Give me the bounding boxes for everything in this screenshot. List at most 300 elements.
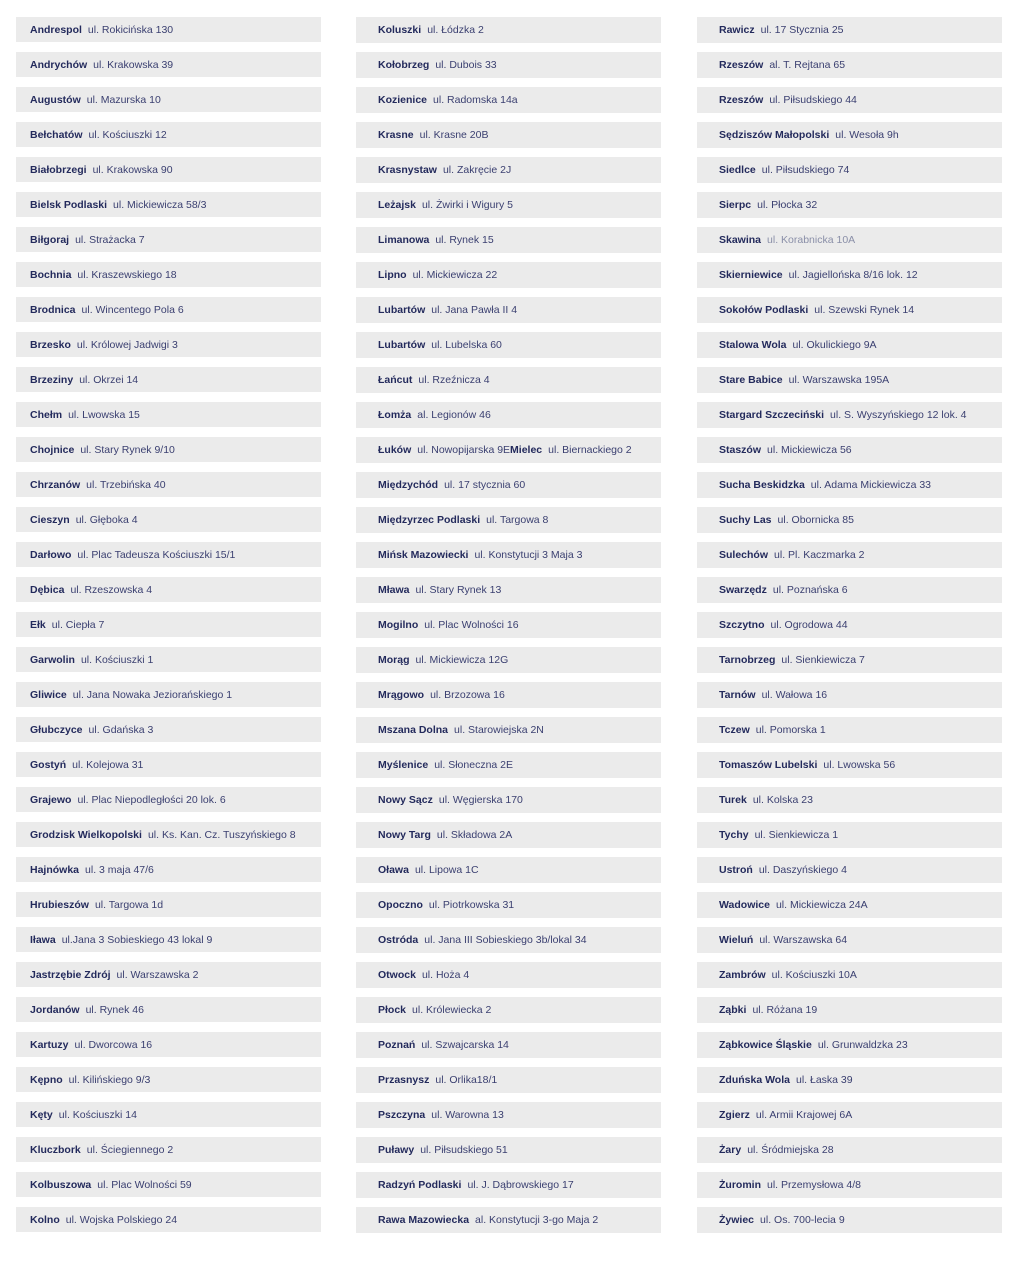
location-city: Ustroń: [719, 864, 753, 876]
location-row[interactable]: [697, 962, 1002, 988]
location-row[interactable]: [16, 122, 321, 147]
location-row[interactable]: [697, 892, 1002, 918]
location-address: ul. Adama Mickiewicza 33: [810, 479, 932, 491]
location-address: ul. Mazurska 10: [86, 93, 161, 106]
location-address: ul. Szwajcarska 14: [421, 1039, 509, 1051]
location-city: Sulechów: [719, 549, 769, 561]
location-city: Oława: [378, 864, 409, 876]
location-address: ul. Głęboka 4: [75, 513, 138, 526]
location-row[interactable]: [356, 402, 661, 428]
location-city: Sierpc: [719, 199, 752, 211]
location-address: ul. 17 stycznia 60: [444, 479, 526, 491]
location-row[interactable]: [697, 297, 1002, 323]
location-row[interactable]: [356, 367, 661, 393]
location-row[interactable]: [356, 192, 661, 218]
location-city: Ząbki: [719, 1004, 747, 1016]
location-city: Augustów: [30, 93, 81, 106]
location-address: ul.Jana 3 Sobieskiego 43 lokal 9: [61, 933, 213, 946]
location-address: ul. Lubelska 60: [431, 339, 502, 351]
location-row[interactable]: [356, 997, 661, 1023]
location-city: Lubartów: [378, 304, 426, 316]
location-address: ul. Lipowa 1C: [414, 864, 479, 876]
location-row[interactable]: [16, 192, 321, 217]
location-city: Andrespol: [30, 23, 82, 36]
location-address: ul. Plac Tadeusza Kościuszki 15/1: [77, 548, 236, 561]
location-row[interactable]: [697, 682, 1002, 708]
location-row[interactable]: [16, 577, 321, 602]
location-city: Rzeszów: [719, 94, 764, 106]
location-address: ul. Zakręcie 2J: [442, 164, 512, 176]
location-row[interactable]: [16, 1067, 321, 1092]
location-city: Żywiec: [719, 1214, 755, 1226]
location-address: ul. Sienkiewicza 1: [754, 829, 839, 841]
location-address: ul. Piłsudskiego 51: [420, 1144, 508, 1156]
location-address: ul. Kolska 23: [752, 794, 813, 806]
location-row[interactable]: [697, 1032, 1002, 1058]
location-address: ul. Krasne 20B: [419, 129, 489, 141]
location-address: ul. Okulickiego 9A: [792, 339, 877, 351]
location-address: ul. Konstytucji 3 Maja 3: [474, 549, 583, 561]
location-row[interactable]: [16, 157, 321, 182]
location-city: Grodzisk Wielkopolski: [30, 828, 142, 841]
location-address: ul. S. Wyszyńskiego 12 lok. 4: [830, 409, 967, 421]
location-address: ul. Mickiewicza 58/3: [113, 198, 207, 211]
location-address: ul. Okrzei 14: [79, 373, 139, 386]
location-city: Wieluń: [719, 934, 754, 946]
location-address: ul. Kościuszki 10A: [771, 969, 857, 981]
location-address: ul. Piłsudskiego 74: [761, 164, 850, 176]
location-row[interactable]: [356, 927, 661, 953]
location-city-secondary: Mielec: [510, 444, 543, 456]
location-city: Brzesko: [30, 338, 71, 351]
location-address: ul. Os. 700-lecia 9: [760, 1214, 845, 1226]
location-row[interactable]: [697, 752, 1002, 778]
location-address: ul. Grunwaldzka 23: [817, 1039, 908, 1051]
location-address: ul. Stary Rynek 13: [415, 584, 502, 596]
location-city: Bielsk Podlaski: [30, 198, 108, 211]
location-city: Krasne: [378, 129, 414, 141]
location-address: ul. Nowopijarska 9E: [417, 444, 511, 456]
location-row[interactable]: [697, 1067, 1002, 1093]
location-address: ul. Piłsudskiego 44: [769, 94, 857, 106]
location-row[interactable]: [356, 717, 661, 743]
location-city: Szczytno: [719, 619, 765, 631]
location-row[interactable]: [356, 577, 661, 603]
location-address: ul. Wesoła 9h: [835, 129, 899, 141]
location-city: Kartuzy: [30, 1038, 69, 1051]
location-address: ul. Targowa 1d: [94, 898, 164, 911]
location-address: ul. 17 Stycznia 25: [760, 24, 844, 36]
location-row[interactable]: [16, 717, 321, 742]
location-row[interactable]: [697, 1102, 1002, 1128]
location-row[interactable]: [697, 1137, 1002, 1163]
location-city: Sokołów Podlaski: [719, 304, 809, 316]
location-row[interactable]: [16, 962, 321, 987]
location-address: ul. Rynek 46: [85, 1003, 144, 1016]
location-city: Kęty: [30, 1108, 53, 1121]
location-city: Iława: [30, 933, 56, 946]
location-address: ul. Plac Wolności 16: [424, 619, 519, 631]
location-address: ul. Krakowska 90: [92, 163, 173, 176]
location-row[interactable]: [697, 472, 1002, 498]
locations-column-1: [16, 17, 321, 1242]
location-city: Ełk: [30, 618, 46, 631]
location-city: Staszów: [719, 444, 762, 456]
location-city: Nowy Sącz: [378, 794, 433, 806]
location-row[interactable]: [356, 1172, 661, 1198]
location-row[interactable]: [697, 927, 1002, 953]
location-address: ul. Mickiewicza 22: [412, 269, 498, 281]
location-city: Rawicz: [719, 24, 755, 36]
location-address: ul. Dworcowa 16: [74, 1038, 153, 1051]
location-row[interactable]: [16, 1172, 321, 1197]
location-row[interactable]: [697, 367, 1002, 393]
location-address: ul. Jana Nowaka Jeziorańskiego 1: [72, 688, 233, 701]
location-address: ul. Dubois 33: [435, 59, 497, 71]
location-row[interactable]: [16, 1102, 321, 1127]
location-address: ul. Armii Krajowej 6A: [755, 1109, 853, 1121]
location-row[interactable]: [16, 997, 321, 1022]
location-city: Zambrów: [719, 969, 766, 981]
location-row[interactable]: [16, 262, 321, 287]
location-row[interactable]: [16, 822, 321, 847]
location-row[interactable]: [697, 1172, 1002, 1198]
location-row[interactable]: [16, 612, 321, 637]
location-city: Biłgoraj: [30, 233, 70, 246]
location-row[interactable]: [356, 262, 661, 288]
location-address: ul. Lwowska 15: [68, 408, 140, 421]
location-city: Międzychód: [378, 479, 439, 491]
location-row[interactable]: [356, 1137, 661, 1163]
location-address: ul. 3 maja 47/6: [85, 863, 154, 876]
location-address: ul. Różana 19: [752, 1004, 818, 1016]
location-city: Nowy Targ: [378, 829, 431, 841]
location-row[interactable]: [356, 17, 661, 43]
location-row[interactable]: [697, 87, 1002, 113]
location-city: Żary: [719, 1144, 742, 1156]
location-address: ul. Jagiellońska 8/16 lok. 12: [788, 269, 918, 281]
location-row[interactable]: [356, 612, 661, 638]
location-address: ul. Królowej Jadwigi 3: [76, 338, 178, 351]
location-address: ul. Korabnicka 10A: [767, 234, 856, 246]
location-row[interactable]: [697, 612, 1002, 638]
location-city: Tarnów: [719, 689, 756, 701]
location-city: Lubartów: [378, 339, 426, 351]
location-address-secondary: ul. Biernackiego 2: [548, 444, 632, 456]
location-row[interactable]: [16, 507, 321, 532]
location-address: ul. Brzozowa 16: [430, 689, 505, 701]
location-row[interactable]: [16, 297, 321, 322]
location-row[interactable]: [16, 227, 321, 252]
location-city: Kolbuszowa: [30, 1178, 92, 1191]
location-city: Rawa Mazowiecka: [378, 1214, 470, 1226]
location-city: Tczew: [719, 724, 750, 736]
location-row[interactable]: [697, 542, 1002, 568]
location-address: ul. J. Dąbrowskiego 17: [467, 1179, 574, 1191]
location-city: Chojnice: [30, 443, 75, 456]
location-address: al. Legionów 46: [417, 409, 491, 421]
location-row[interactable]: [16, 857, 321, 882]
location-city: Bełchatów: [30, 128, 83, 141]
location-row[interactable]: [356, 857, 661, 883]
location-row[interactable]: [697, 822, 1002, 848]
location-row[interactable]: [697, 1207, 1002, 1233]
location-row[interactable]: [16, 752, 321, 777]
location-row[interactable]: [16, 927, 321, 952]
location-row[interactable]: [16, 647, 321, 672]
location-row[interactable]: [697, 647, 1002, 673]
location-city: Swarzędz: [719, 584, 767, 596]
location-address: ul. Orlika18/1: [435, 1074, 498, 1086]
location-row[interactable]: [356, 227, 661, 253]
location-city: Kołobrzeg: [378, 59, 430, 71]
location-city: Ostróda: [378, 934, 419, 946]
location-address: ul. Jana Pawła II 4: [431, 304, 518, 316]
location-address: ul. Kolejowa 31: [72, 758, 144, 771]
location-city: Przasnysz: [378, 1074, 430, 1086]
location-row[interactable]: [697, 437, 1002, 463]
location-address: ul. Mickiewicza 24A: [775, 899, 868, 911]
location-row[interactable]: [16, 402, 321, 427]
location-city: Skawina: [719, 234, 762, 246]
location-row[interactable]: [16, 472, 321, 497]
location-row[interactable]: [697, 507, 1002, 533]
location-city: Tomaszów Lubelski: [719, 759, 818, 771]
location-row[interactable]: [356, 1102, 661, 1128]
location-row[interactable]: [356, 892, 661, 918]
location-row[interactable]: [356, 297, 661, 323]
location-city: Zduńska Wola: [719, 1074, 790, 1086]
location-row[interactable]: [356, 682, 661, 708]
location-address: ul. Piotrkowska 31: [428, 899, 515, 911]
location-city: Międzyrzec Podlaski: [378, 514, 481, 526]
location-city: Krasnystaw: [378, 164, 437, 176]
location-address: ul. Ciepła 7: [51, 618, 105, 631]
location-address: ul. Lwowska 56: [823, 759, 896, 771]
location-city: Hrubieszów: [30, 898, 89, 911]
location-row[interactable]: [16, 1207, 321, 1232]
location-row[interactable]: [697, 332, 1002, 358]
location-row[interactable]: [356, 542, 661, 568]
location-city: Chrzanów: [30, 478, 81, 491]
location-city: Hajnówka: [30, 863, 80, 876]
location-address: ul. Strażacka 7: [75, 233, 145, 246]
location-row[interactable]: [356, 1067, 661, 1093]
location-city: Lipno: [378, 269, 407, 281]
location-address: ul. Warszawska 195A: [788, 374, 890, 386]
location-address: ul. Ogrodowa 44: [770, 619, 848, 631]
location-row[interactable]: [16, 52, 321, 77]
location-address: ul. Krakowska 39: [93, 58, 174, 71]
location-city: Gliwice: [30, 688, 67, 701]
location-city: Mszana Dolna: [378, 724, 449, 736]
location-address: ul. Stary Rynek 9/10: [80, 443, 175, 456]
location-address: ul. Kilińskiego 9/3: [68, 1073, 151, 1086]
location-city: Ząbkowice Śląskie: [719, 1039, 812, 1051]
location-address: ul. Wojska Polskiego 24: [65, 1213, 178, 1226]
location-city: Garwolin: [30, 653, 75, 666]
location-address: ul. Łaska 39: [795, 1074, 853, 1086]
location-row[interactable]: [16, 87, 321, 112]
location-city: Łuków: [378, 444, 412, 456]
location-row[interactable]: [356, 437, 661, 463]
location-row[interactable]: [697, 122, 1002, 148]
location-address: ul. Kościuszki 1: [80, 653, 154, 666]
location-city: Kozienice: [378, 94, 428, 106]
location-address: ul. Radomska 14a: [433, 94, 518, 106]
location-address: ul. Jana III Sobieskiego 3b/lokal 34: [424, 934, 587, 946]
location-row[interactable]: [16, 892, 321, 917]
location-row[interactable]: [16, 1137, 321, 1162]
location-row[interactable]: [697, 787, 1002, 813]
location-row[interactable]: [16, 542, 321, 567]
location-address: ul. Gdańska 3: [88, 723, 154, 736]
location-city: Kolno: [30, 1213, 60, 1226]
location-row[interactable]: [356, 122, 661, 148]
location-city: Łomża: [378, 409, 412, 421]
location-address: ul. Obornicka 85: [777, 514, 854, 526]
location-row[interactable]: [697, 402, 1002, 428]
location-city: Łańcut: [378, 374, 413, 386]
location-city: Brzeziny: [30, 373, 74, 386]
location-city: Gostyń: [30, 758, 67, 771]
location-row[interactable]: [697, 227, 1002, 253]
location-address: ul. Łódzka 2: [427, 24, 484, 36]
location-address: ul. Plac Niepodległości 20 lok. 6: [77, 793, 226, 806]
location-city: Rzeszów: [719, 59, 764, 71]
location-row[interactable]: [356, 962, 661, 988]
location-row[interactable]: [697, 577, 1002, 603]
locations-column-3: [697, 17, 1002, 1242]
location-address: ul. Warowna 13: [431, 1109, 504, 1121]
location-city: Mogilno: [378, 619, 419, 631]
location-city: Turek: [719, 794, 747, 806]
location-city: Brodnica: [30, 303, 76, 316]
location-row[interactable]: [16, 1032, 321, 1057]
location-row[interactable]: [697, 717, 1002, 743]
location-row[interactable]: [356, 1207, 661, 1233]
location-city: Dębica: [30, 583, 65, 596]
location-city: Darłowo: [30, 548, 72, 561]
location-address: ul. Kraszewskiego 18: [77, 268, 177, 281]
location-address: ul. Kościuszki 12: [88, 128, 167, 141]
location-city: Bochnia: [30, 268, 72, 281]
location-address: ul. Mickiewicza 56: [767, 444, 852, 456]
location-row[interactable]: [356, 1032, 661, 1058]
location-row[interactable]: [16, 787, 321, 812]
location-address: ul. Składowa 2A: [436, 829, 513, 841]
location-row[interactable]: [16, 332, 321, 357]
location-address: ul. Węgierska 170: [438, 794, 523, 806]
location-address: ul. Warszawska 64: [759, 934, 848, 946]
location-row[interactable]: [356, 157, 661, 183]
location-row[interactable]: [356, 87, 661, 113]
location-city: Zgierz: [719, 1109, 750, 1121]
locations-column-2: [356, 17, 661, 1242]
location-city: Białobrzegi: [30, 163, 87, 176]
location-city: Grajewo: [30, 793, 72, 806]
location-city: Mrągowo: [378, 689, 425, 701]
location-address: ul. Wałowa 16: [761, 689, 828, 701]
location-row[interactable]: [356, 472, 661, 498]
location-address: ul. Rzeszowska 4: [70, 583, 153, 596]
location-address: al. Konstytucji 3-go Maja 2: [475, 1214, 599, 1226]
location-address: ul. Żwirki i Wigury 5: [421, 199, 513, 211]
location-row[interactable]: [356, 332, 661, 358]
location-city: Tychy: [719, 829, 749, 841]
location-city: Sędziszów Małopolski: [719, 129, 830, 141]
location-city: Leżajsk: [378, 199, 416, 211]
location-row[interactable]: [356, 647, 661, 673]
location-address: ul. Pomorska 1: [755, 724, 826, 736]
location-address: ul. Warszawska 2: [116, 968, 199, 981]
location-address: ul. Rynek 15: [435, 234, 494, 246]
location-row[interactable]: [356, 507, 661, 533]
location-row[interactable]: [697, 157, 1002, 183]
location-row[interactable]: [697, 17, 1002, 43]
location-city: Głubczyce: [30, 723, 83, 736]
location-row[interactable]: [356, 752, 661, 778]
location-city: Tarnobrzeg: [719, 654, 776, 666]
location-city: Skierniewice: [719, 269, 783, 281]
location-address: ul. Ks. Kan. Cz. Tuszyńskiego 8: [147, 828, 296, 841]
location-city: Kluczbork: [30, 1143, 81, 1156]
location-row[interactable]: [697, 857, 1002, 883]
location-row[interactable]: [16, 17, 321, 42]
location-city: Jordanów: [30, 1003, 80, 1016]
location-address: ul. Starowiejska 2N: [454, 724, 544, 736]
location-city: Siedlce: [719, 164, 756, 176]
location-address: ul. Rzeźnicza 4: [418, 374, 490, 386]
location-row[interactable]: [356, 787, 661, 813]
location-city: Jastrzębie Zdrój: [30, 968, 111, 981]
location-address: ul. Targowa 8: [486, 514, 549, 526]
location-row[interactable]: [697, 52, 1002, 78]
location-city: Chełm: [30, 408, 63, 421]
location-city: Żuromin: [719, 1179, 761, 1191]
location-address: ul. Słoneczna 2E: [434, 759, 514, 771]
location-address: ul. Królewiecka 2: [412, 1004, 492, 1016]
location-city: Kępno: [30, 1073, 63, 1086]
location-city: Mińsk Mazowiecki: [378, 549, 469, 561]
location-row[interactable]: [356, 52, 661, 78]
location-city: Morąg: [378, 654, 410, 666]
location-city: Opoczno: [378, 899, 423, 911]
location-row[interactable]: [16, 437, 321, 462]
location-row[interactable]: [697, 192, 1002, 218]
location-address: ul. Poznańska 6: [772, 584, 848, 596]
location-city: Puławy: [378, 1144, 415, 1156]
location-address: ul. Rokicińska 130: [87, 23, 174, 36]
location-row[interactable]: [697, 262, 1002, 288]
location-address: ul. Trzebińska 40: [86, 478, 166, 491]
location-row[interactable]: [16, 367, 321, 392]
location-city: Płock: [378, 1004, 407, 1016]
location-address: ul. Daszyńskiego 4: [758, 864, 847, 876]
location-city: Myślenice: [378, 759, 429, 771]
location-city: Poznań: [378, 1039, 416, 1051]
location-row[interactable]: [697, 997, 1002, 1023]
location-address: ul. Śródmiejska 28: [747, 1144, 834, 1156]
location-city: Mława: [378, 584, 410, 596]
location-address: ul. Przemysłowa 4/8: [767, 1179, 861, 1191]
location-city: Sucha Beskidzka: [719, 479, 805, 491]
location-city: Stalowa Wola: [719, 339, 787, 351]
location-row[interactable]: [356, 822, 661, 848]
location-row[interactable]: [16, 682, 321, 707]
location-city: Koluszki: [378, 24, 422, 36]
location-address: ul. Szewski Rynek 14: [814, 304, 915, 316]
